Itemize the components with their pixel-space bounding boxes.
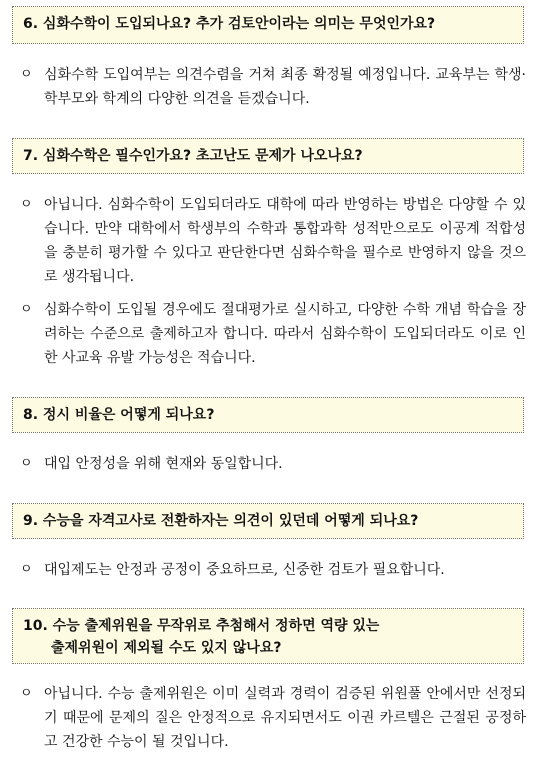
answer-6-1	[20, 63, 526, 111]
answer-text: 대입제도는 안정과 공정이 중요하므로, 신중한 검토가 필요합니다.	[44, 562, 445, 578]
question-10-line-1: 10. 수능 출제위원을 무작위로 추첨해서 정하면 역량 있는	[23, 618, 380, 634]
question-box-8	[12, 397, 524, 433]
answer-text: 아닙니다. 수능 출제위원은 이미 실력과 경력이 검증된 위원풀 안에서만 선정되기 때문에 문제의 질은 안정적으로 유지되면서도 이권 카르텔은 근절된 공정하고 건강한 수능이 될 것입니다.	[44, 686, 526, 750]
question-10-line-2: 출제위원이 제외될 수도 있지 않나요?	[51, 640, 282, 656]
answer-text: 심화수학이 도입될 경우에도 절대평가로 실시하고, 다양한 수학 개념 학습을 장려하는 수준으로 출제하고자 합니다. 따라서 심화수학이 도입되더라도 이로 인한 사교육 유발 가능성은 적습니다.	[44, 302, 526, 366]
question-box-9	[12, 503, 524, 539]
answer-10-1	[20, 682, 526, 754]
answer-text: 대입 안정성을 위해 현재와 동일합니다.	[44, 456, 283, 472]
answer-text: 심화수학 도입여부는 의견수렴을 거쳐 최종 확정될 예정입니다. 교육부는 학생·학부모와 학계의 다양한 의견을 듣겠습니다.	[44, 67, 526, 107]
bullet-icon: ㅇ	[20, 686, 33, 701]
question-9: 9. 수능을 자격고사로 전환하자는 의견이 있던데 어떻게 되나요?	[23, 513, 419, 529]
answer-7-1	[20, 193, 526, 289]
answer-9-1	[20, 558, 526, 582]
answer-7-2	[20, 298, 526, 370]
question-6: 6. 심화수학이 도입되나요? 추가 검토안이라는 의미는 무엇인가요?	[23, 16, 436, 32]
bullet-icon: ㅇ	[20, 456, 33, 471]
answer-8-1	[20, 452, 526, 476]
question-box-7	[12, 138, 524, 174]
bullet-icon: ㅇ	[20, 562, 33, 577]
question-box-10	[12, 608, 524, 664]
question-8: 8. 정시 비율은 어떻게 되나요?	[23, 407, 215, 423]
question-box-6	[12, 6, 524, 44]
answer-text: 아닙니다. 심화수학이 도입되더라도 대학에 따라 반영하는 방법은 다양할 수 있습니다. 만약 대학에서 학생부의 수학과 통합과학 성적만으로도 이공계 적합성을 충분히 평가할 수 있다고 판단한다면 심화수학을 필수로 반영하지 않을 것으로 생각됩니다.	[44, 197, 526, 285]
bullet-icon: ㅇ	[20, 302, 33, 317]
question-7: 7. 심화수학은 필수인가요? 초고난도 문제가 나오나요?	[23, 148, 363, 164]
bullet-icon: ㅇ	[20, 197, 33, 212]
bullet-icon: ㅇ	[20, 67, 33, 82]
